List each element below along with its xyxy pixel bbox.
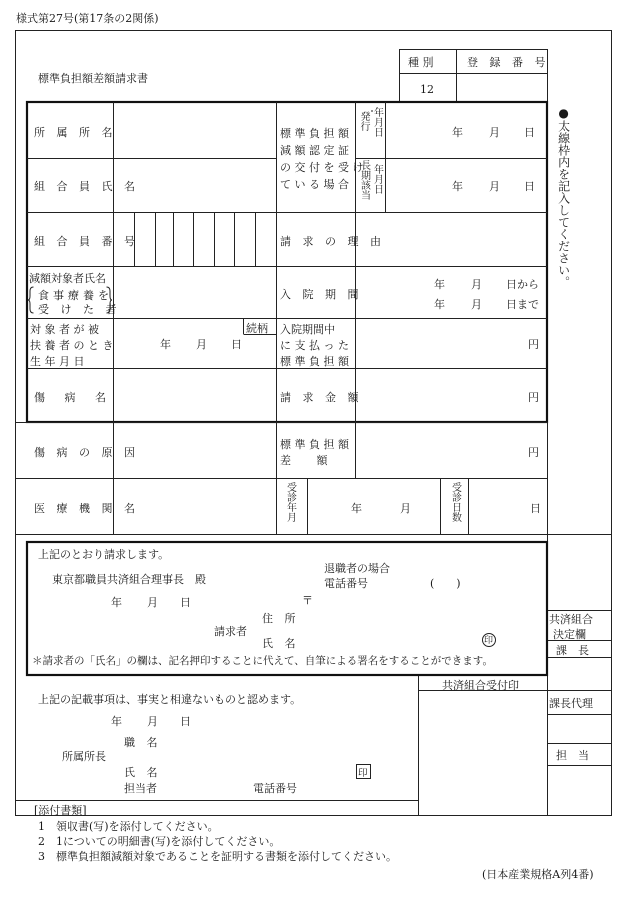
affiliation-label: 所 属 所 名 (34, 126, 117, 139)
visit-month-label: 受診年月 (284, 482, 296, 522)
confirm-name-label: 氏 名 (124, 766, 162, 779)
registration-label: 登 録 番 号 (467, 56, 550, 69)
disease-name-label: 傷 病 名 (34, 391, 114, 404)
reduced-target-label: 減額対象者氏名 (29, 272, 106, 285)
deputy-label: 課長代理 (549, 697, 593, 710)
confirm-day: 日 (180, 715, 191, 728)
claim-reason-field[interactable] (358, 214, 544, 264)
birth-year-unit: 年 (160, 338, 171, 351)
long-year-unit: 年 (452, 180, 463, 193)
decision-label-1: 共済組合 (549, 613, 593, 626)
confirm-seal: 印 (358, 768, 368, 779)
retiree-case: 退職者の場合 (324, 562, 390, 575)
disease-cause-label: 傷 病 の 原 因 (34, 446, 139, 459)
birth-day-unit: 日 (231, 338, 242, 351)
admission-period-label: 入 院 期 間 (280, 288, 363, 301)
type-label: 種 別 (408, 56, 434, 69)
claimant-address-label: 住 所 (262, 612, 300, 625)
adm-from-suffix: 日から (506, 278, 539, 291)
issue-month-unit: 月 (489, 126, 500, 139)
dependent-birth-label-2: 扶 養 者 の と き (30, 339, 114, 352)
adm-to-year: 年 (434, 298, 445, 311)
claimant-label: 請求者 (214, 625, 247, 638)
postal-mark: 〒 (302, 594, 313, 607)
birth-month-unit: 月 (196, 338, 207, 351)
reduced-target-field[interactable] (117, 268, 272, 316)
attachment-item: 2 1についての明細書(写)を添付してください。 (38, 835, 281, 848)
dependent-birth-label-1: 対 象 者 が 被 (30, 323, 99, 336)
confirm-month: 月 (147, 715, 158, 728)
relation-label: 続柄 (246, 322, 268, 335)
cert-case-label-2: 減 額 認 定 証 (280, 144, 349, 157)
claimant-seal: 印 (484, 636, 494, 646)
claim-month: 月 (147, 596, 158, 609)
side-note: ●太線枠内を記入してください。 (556, 106, 571, 288)
claim-reason-label: 請 求 の 理 由 (280, 235, 385, 248)
meal-receiver-label-2: 受 け た 者 (38, 303, 121, 316)
adm-from-month: 月 (471, 278, 482, 291)
attachment-item: 1 領収書(写)を添付してください。 (38, 820, 219, 833)
claim-amount-field[interactable] (358, 371, 544, 419)
confirm-phone-label: 電話番号 (253, 782, 297, 795)
chief-label: 課 長 (556, 644, 589, 657)
type-value[interactable]: 12 (420, 83, 434, 96)
issue-year-unit: 年 (452, 126, 463, 139)
claim-year: 年 (111, 596, 122, 609)
claimant-phone-label: 電話番号 (324, 577, 368, 590)
medical-institution-field[interactable] (117, 481, 272, 531)
long-term-label: 長期該当 年月日 (358, 160, 383, 200)
staff-label: 担 当 (556, 749, 589, 762)
claim-day: 日 (180, 596, 191, 609)
std-diff-label-2: 差 額 (280, 454, 328, 467)
registration-field[interactable] (460, 76, 545, 98)
person-in-charge-label: 担当者 (124, 782, 157, 795)
affiliation-field[interactable] (117, 104, 272, 156)
adm-from-year: 年 (434, 278, 445, 291)
member-name-field[interactable] (117, 160, 272, 210)
cert-case-label-3: の 交 付 を 受 け (280, 161, 364, 174)
paid-amount-field[interactable] (358, 321, 544, 366)
attachment-item: 3 標準負担額減額対象であることを証明する書類を添付してください。 (38, 850, 397, 863)
issue-date-label: 発行 年月日 (358, 107, 383, 137)
paid-yen: 円 (528, 338, 539, 351)
visit-year-unit: 年 (351, 502, 362, 515)
footer-standard: (日本産業規格A列4番) (482, 868, 594, 881)
claim-amount-label: 請 求 金 額 (280, 391, 363, 404)
meal-receiver-label-1: 食事療養を (38, 289, 113, 302)
claimant-phone-paren[interactable]: ( ) (430, 577, 461, 590)
confirm-statement: 上記の記載事項は、事実と相違ないものと認めます。 (38, 693, 302, 706)
adm-to-suffix: 日まで (506, 298, 539, 311)
paid-amount-label-2: に 支 払 っ た (280, 339, 349, 352)
cert-case-label-1: 標 準 負 担 額 (280, 127, 349, 140)
claim-statement: 上記のとおり請求します。 (38, 548, 170, 561)
visit-days-label: 受診日数 (449, 482, 461, 522)
member-number-label: 組 合 員 番 号 (34, 235, 139, 248)
position-label: 職 名 (124, 736, 162, 749)
std-diff-label-1: 標 準 負 担 額 (280, 438, 349, 451)
claim-yen: 円 (528, 391, 539, 404)
member-name-label: 組 合 員 氏 名 (34, 180, 139, 193)
confirm-year: 年 (111, 715, 122, 728)
dependent-birth-label-3: 生 年 月 日 (30, 355, 85, 368)
long-month-unit: 月 (489, 180, 500, 193)
office-head-label: 所属所長 (62, 750, 106, 763)
receipt-stamp-label: 共済組合受付印 (442, 679, 519, 692)
member-number-field[interactable] (115, 214, 275, 264)
addressee: 東京都職員共済組合理事長 殿 (52, 573, 206, 586)
claim-note: ＊請求者の「氏名」の欄は、記名押印することに代えて、自筆による署名をすることができます。 (32, 655, 493, 667)
decision-label-2: 決定欄 (553, 628, 586, 641)
form-id: 様式第27号(第17条の2関係) (16, 12, 159, 25)
long-day-unit: 日 (524, 180, 535, 193)
issue-day-unit: 日 (524, 126, 535, 139)
cert-case-label-4: て い る 場 合 (280, 178, 349, 191)
disease-name-field[interactable] (117, 371, 272, 419)
disease-cause-field[interactable] (117, 425, 272, 475)
visit-month-unit: 月 (400, 502, 411, 515)
adm-to-month: 月 (471, 298, 482, 311)
claimant-name-label: 氏 名 (262, 637, 300, 650)
paid-amount-label-1: 入院期間中 (280, 323, 335, 336)
paid-amount-label-3: 標 準 負 担 額 (280, 355, 349, 368)
attachments-heading: [添付書類] (34, 804, 87, 817)
std-diff-yen: 円 (528, 446, 539, 459)
visit-day-unit: 日 (530, 502, 541, 515)
form-title: 標準負担額差額請求書 (38, 72, 148, 85)
medical-institution-label: 医 療 機 関 名 (34, 502, 139, 515)
